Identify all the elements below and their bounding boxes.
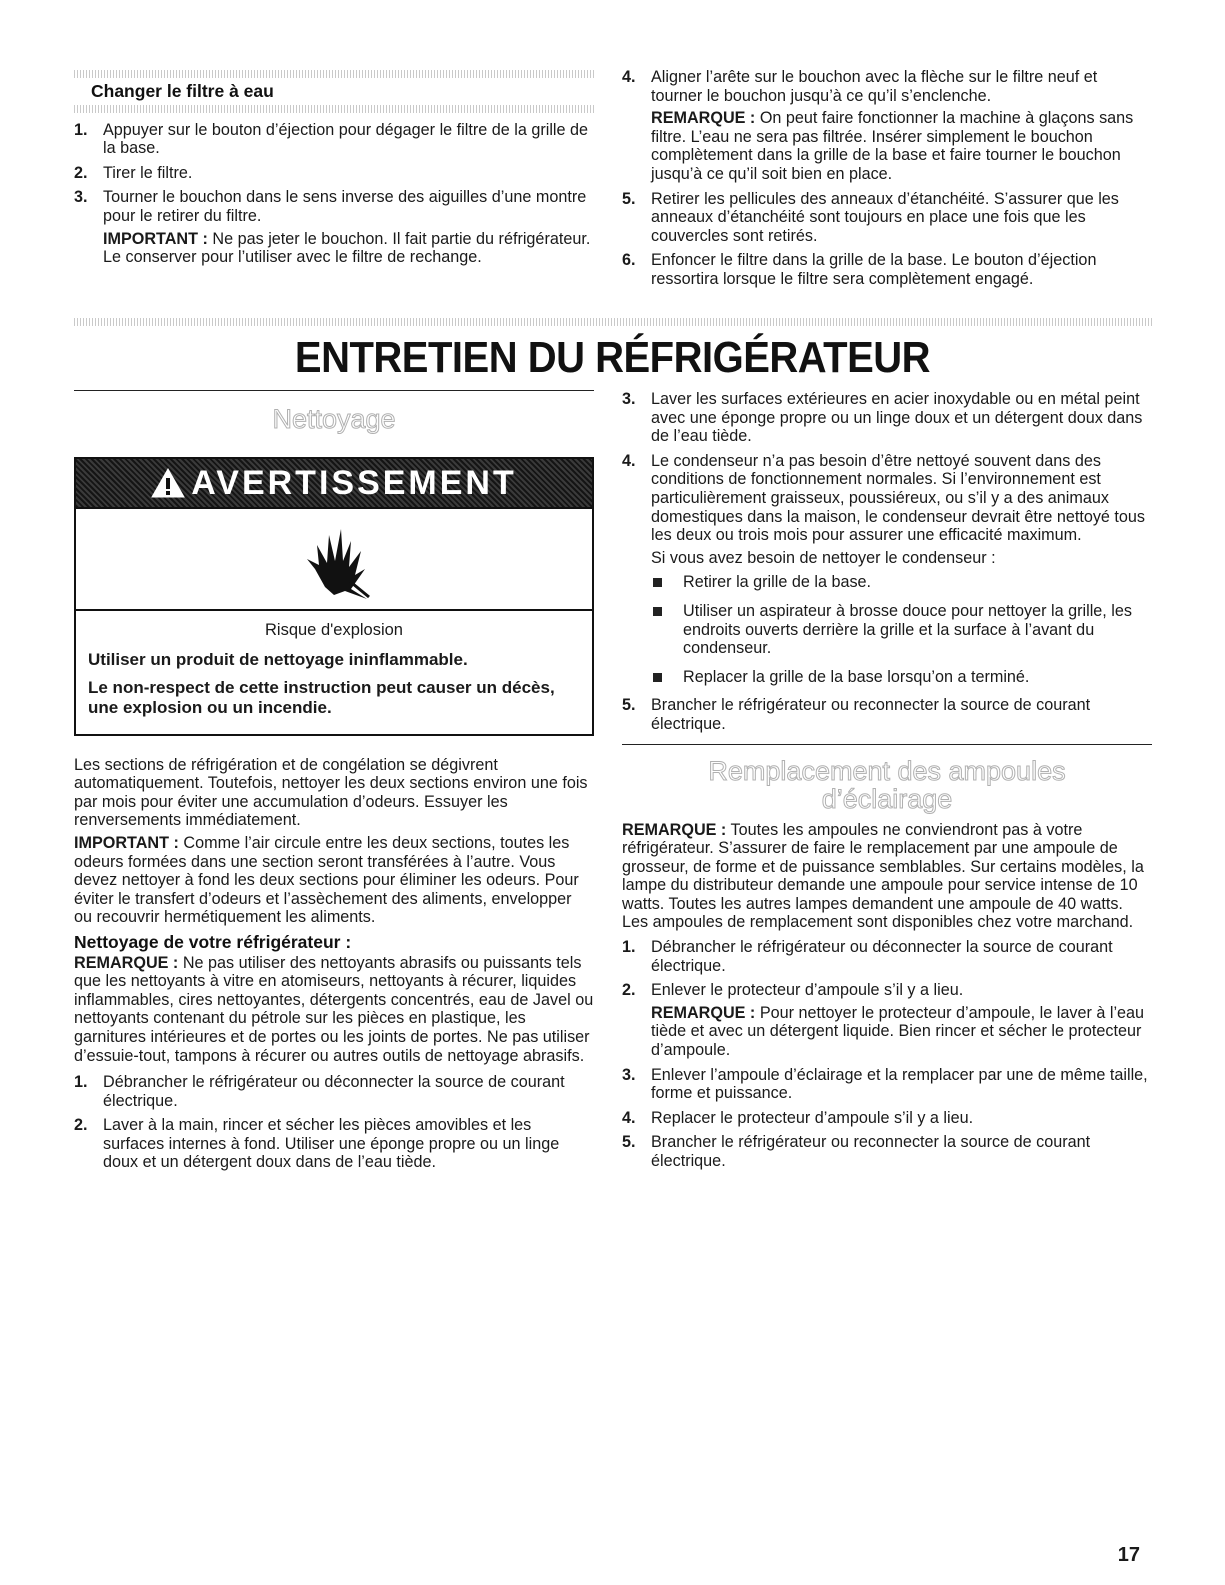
cleaning-intro: Les sections de réfrigération et de congélation se dégivrent automatiquement. Toutefois, nettoyer les deux sections environ une fois par mois pour éviter une accumulation d’odeurs. Essuyer les renversements immédiatement. xyxy=(74,755,588,830)
condenser-note: Si vous avez besoin de nettoyer le condenseur : xyxy=(651,548,996,567)
hatch-divider xyxy=(74,105,594,113)
bulbs-remarque: REMARQUE : Toutes les ampoules ne conviendront pas à votre réfrigérateur. S’assurer de faire le remplacement par une ampoule de grosseur, de forme et de puissance semblables. Sur certains modèles, la lampe du distributeur demande une ampoule pour service intense de 10 watts. Toutes les autres lampes demandent une ampoule de 40 watts. Les ampoules de remplacement sont disponibles chez votre marchand. xyxy=(622,820,1144,932)
warning-text xyxy=(76,611,592,734)
cleaning-title: Nettoyage xyxy=(272,404,396,434)
bullet-item: Retirer la grille de la base. xyxy=(651,573,1152,592)
cleaning-remarque: REMARQUE : Ne pas utiliser des nettoyants abrasifs ou puissants tels que les nettoyants à vitre en atomiseurs, nettoyants à récurer, liquides inflammables, cires nettoyantes, détergents concentrés, eau de Javel ou nettoyants contenant du pétrole sur les pièces en plastique, les garnitures intérieures et de portes ou les joints de portes. Ne pas utiliser d’essuie-tout, tampons à récurer ou autres outils de nettoyage abrasifs. xyxy=(74,953,594,1065)
warning-risk: Risque d'explosion xyxy=(265,621,403,639)
list-item: 2. Tirer le filtre. xyxy=(74,163,193,182)
cleaning-steps-list-continued xyxy=(622,390,1152,734)
list-item: 5. Retirer les pellicules des anneaux d’étanchéité. S’assurer que les anneaux d’étanchéité sont toujours en place une fois que les couvercles sont retirés. xyxy=(622,189,1119,245)
bulbs-title-line-2: d’éclairage xyxy=(821,783,953,814)
cleaning-subheading: Nettoyage de votre réfrigérateur : xyxy=(74,931,352,952)
explosion-icon-area xyxy=(76,509,592,611)
filter-section-right xyxy=(622,68,1152,295)
page-number: 17 xyxy=(1117,1544,1140,1566)
remarque-note: REMARQUE : On peut faire fonctionner la machine à glaçons sans filtre. L’eau ne sera pas filtrée. Insérer simplement le bouchon complètement dans la grille de la base et faire tourner le bouchon jusqu’à ce qu’il soit bien en place. xyxy=(651,109,1134,183)
filter-section-left xyxy=(74,70,594,273)
list-item: 2. Laver à la main, rincer et sécher les pièces amovibles et les surfaces internes à fond. Utiliser une éponge propre ou un linge doux et un détergent doux dans de l’eau tiède. xyxy=(74,1116,560,1172)
list-item: 3. Laver les surfaces extérieures en acier inoxydable ou en métal peint avec une éponge propre ou un linge doux et un détergent doux dans de l’eau tiède. xyxy=(622,390,1143,446)
warning-triangle-icon xyxy=(151,468,185,498)
list-item: 1. Appuyer sur le bouton d’éjection pour dégager le filtre de la grille de la base. xyxy=(74,120,589,158)
explosion-icon xyxy=(289,517,379,601)
condenser-bullets xyxy=(651,573,1152,686)
list-item: 4. Aligner l’arête sur le bouchon avec la flèche sur le filtre neuf et tourner le bouchon jusqu’à ce qu’il s’enclenche. REMARQUE : On peut faire fonctionner la machine à glaçons sans filtre. L’eau ne sera pas filtrée. Insérer simplement le bouchon complètement dans la grille de la base et faire tourner le bouchon jusqu’à ce qu’il soit bien en place. xyxy=(622,68,1152,184)
bullet-item: Replacer la grille de la base lorsqu’on a terminé. xyxy=(651,668,1152,687)
warning-line-1: Utiliser un produit de nettoyage ininflammable. xyxy=(88,649,468,669)
bullet-item: Utiliser un aspirateur à brosse douce pour nettoyer la grille, les endroits ouverts derrière la grille et la surface à l’avant du condenseur. xyxy=(651,602,1152,658)
right-column xyxy=(622,390,1152,1177)
list-item: 4. Replacer le protecteur d’ampoule s’il y a lieu. xyxy=(622,1108,974,1127)
list-item: 2. Enlever le protecteur d’ampoule s’il y a lieu. REMARQUE : Pour nettoyer le protecteur d’ampoule, le laver à l’eau tiède et avec un détergent liquide. Bien rincer et sécher le protecteur d’ampoule. xyxy=(622,981,1152,1059)
list-item: 6. Enfoncer le filtre dans la grille de la base. Le bouton d’éjection ressortira lorsque le filtre sera complètement engagé. xyxy=(622,251,1097,288)
hatch-divider xyxy=(74,70,594,78)
warning-banner xyxy=(76,459,592,509)
filter-steps-list-continued xyxy=(622,68,1152,289)
filter-heading: Changer le filtre à eau xyxy=(91,81,274,101)
cleaning-section xyxy=(74,390,594,1178)
warning-line-2: Le non-respect de cette instruction peut causer un décès, une explosion ou un incendie. xyxy=(88,677,555,717)
bulbs-title-line-1: Remplacement des ampoules xyxy=(708,755,1066,786)
warning-box xyxy=(74,457,594,736)
list-item: 1. Débrancher le réfrigérateur ou déconnecter la source de courant électrique. xyxy=(622,938,1113,975)
list-item: 5. Brancher le réfrigérateur ou reconnecter la source de courant électrique. xyxy=(622,1133,1091,1170)
warning-banner-text: AVERTISSEMENT xyxy=(191,463,517,502)
list-item: 3. Enlever l’ampoule d’éclairage et la remplacer par une de même taille, forme et puissance. xyxy=(622,1065,1148,1103)
hatch-divider-full xyxy=(74,318,1152,326)
list-item: 5. Brancher le réfrigérateur ou reconnecter la source de courant électrique. xyxy=(622,696,1091,733)
list-item: 1. Débrancher le réfrigérateur ou déconnecter la source de courant électrique. xyxy=(74,1073,565,1110)
cleaning-steps-list xyxy=(74,1073,594,1172)
list-item: 4. Le condenseur n’a pas besoin d’être nettoyé souvent dans des conditions de fonctionnement normales. Si l’environnement est particulièrement graisseux, poussiéreux, ou s’il y a des animaux domestiques dans la maison, le condenseur devrait être nettoyé tous les deux ou trois mois pour assurer une efficacité maximum. Si vous avez besoin de nettoyer le condenseur : Retirer la grille de la base. Utiliser un aspirateur à brosse douce pour nettoyer la grille, les endroits ouverts derrière la grille et la surface à l’avant du condenseur. Replacer la grille de la base lorsqu’on a terminé. xyxy=(622,452,1152,687)
bulbs-title xyxy=(622,757,1152,813)
bulbs-steps-list xyxy=(622,938,1152,1171)
section-rule xyxy=(622,744,1152,745)
section-rule xyxy=(74,390,594,391)
important-note: IMPORTANT : Ne pas jeter le bouchon. Il fait partie du réfrigérateur. Le conserver pour l’utiliser avec le filtre de rechange. xyxy=(103,229,591,267)
page-title: ENTRETIEN DU RÉFRIGÉRATEUR xyxy=(294,334,931,382)
filter-steps-list xyxy=(74,121,594,267)
bulb-remarque-note: REMARQUE : Pour nettoyer le protecteur d’ampoule, le laver à l’eau tiède et avec un détergent liquide. Bien rincer et sécher le protecteur d’ampoule. xyxy=(651,1003,1145,1060)
cleaning-important: IMPORTANT : Comme l’air circule entre les deux sections, toutes les odeurs formées dans une section seront transférées à l’autre. Vous devez nettoyer à fond les deux sections pour éliminer les odeurs. Pour éviter le transfert d’odeurs et l’assèchement des aliments, envelopper ou recouvrir hermétiquement les aliments. xyxy=(74,833,579,927)
list-item: 3. Tourner le bouchon dans le sens inverse des aiguilles d’une montre pour le retirer du filtre. IMPORTANT : Ne pas jeter le bouchon. Il fait partie du réfrigérateur. Le conserver pour l’utiliser avec le filtre de rechange. xyxy=(74,188,594,266)
